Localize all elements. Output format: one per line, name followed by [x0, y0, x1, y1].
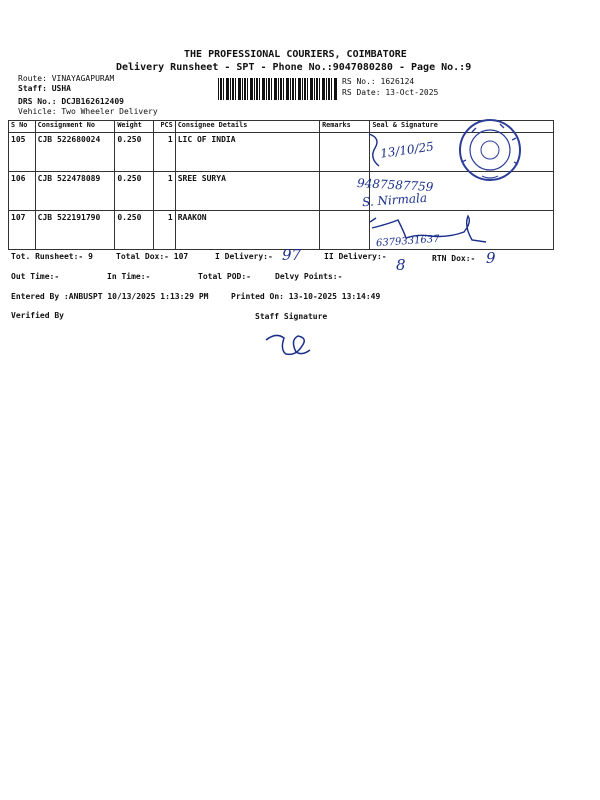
staff-signature-icon — [262, 330, 314, 358]
entered-by: Entered By :ANBUSPT 10/13/2025 1:13:29 PM — [11, 292, 209, 301]
i-delivery: I Delivery:- — [215, 252, 273, 261]
route-label: Route: VINAYAGAPURAM — [18, 74, 115, 83]
seal-stamp-icon — [452, 112, 532, 184]
cell-remarks — [320, 211, 370, 250]
cell-sno: 107 — [9, 211, 36, 250]
rs-date: RS Date: 13-Oct-2025 — [342, 88, 439, 97]
rs-number: RS No.: 1626124 — [342, 77, 415, 86]
header-consignee: Consignee Details — [175, 121, 319, 133]
company-title: THE PROFESSIONAL COURIERS, COIMBATORE — [184, 49, 407, 60]
handwritten-phone: 9487587759 — [356, 176, 434, 194]
cell-pcs: 1 — [153, 133, 175, 172]
handwritten-date: 13/10/25 — [379, 139, 435, 161]
cell-consignee: SREE SURYA — [175, 172, 319, 211]
cell-sno: 106 — [9, 172, 36, 211]
cell-pcs: 1 — [153, 211, 175, 250]
cell-weight: 0.250 — [115, 133, 154, 172]
drs-number: DRS No.: DCJB162612409 — [18, 97, 124, 106]
vehicle-label: Vehicle: Two Wheeler Delivery — [18, 107, 158, 116]
total-dox: Total Dox:- 107 — [116, 252, 189, 261]
cell-sno: 105 — [9, 133, 36, 172]
handwritten-i-delivery: 97 — [282, 246, 302, 264]
handwritten-ii-delivery: 8 — [396, 256, 406, 274]
handwritten-rtn-dox: 9 — [486, 249, 496, 267]
cell-weight: 0.250 — [115, 211, 154, 250]
header-weight: Weight — [115, 121, 154, 133]
cell-pcs: 1 — [153, 172, 175, 211]
handwritten-phone: 6379331637 — [375, 233, 440, 250]
cell-remarks — [320, 133, 370, 172]
cell-consignment: CJB 522191790 — [35, 211, 115, 250]
barcode-image — [218, 78, 338, 100]
cell-consignee: RAAKON — [175, 211, 319, 250]
delvy-points: Delvy Points:- — [275, 272, 343, 281]
runsheet-subtitle: Delivery Runsheet - SPT - Phone No.:9047080280 - Page No.:9 — [116, 62, 472, 73]
cell-weight: 0.250 — [115, 172, 154, 211]
header-consignment: Consignment No — [35, 121, 115, 133]
header-remarks: Remarks — [320, 121, 370, 133]
verified-by: Verified By — [11, 311, 64, 320]
cell-consignment: CJB 522478089 — [35, 172, 115, 211]
staff-label: Staff: USHA — [18, 84, 71, 93]
out-time: Out Time:- — [11, 272, 60, 281]
cell-consignee: LIC OF INDIA — [175, 133, 319, 172]
header-signature: Seal & Signature — [370, 121, 554, 133]
header-pcs: PCS — [153, 121, 175, 133]
cell-consignment: CJB 522680024 — [35, 133, 115, 172]
rtn-dox: RTN Dox:- — [432, 254, 476, 263]
tot-runsheet: Tot. Runsheet:- 9 — [11, 252, 93, 261]
handwritten-name: S. Nirmala — [361, 190, 428, 210]
staff-signature-label: Staff Signature — [255, 312, 328, 321]
header-sno: S No — [9, 121, 36, 133]
in-time: In Time:- — [107, 272, 151, 281]
total-pod: Total POD:- — [198, 272, 251, 281]
ii-delivery: II Delivery:- — [324, 252, 387, 261]
printed-on: Printed On: 13-10-2025 13:14:49 — [231, 292, 381, 301]
